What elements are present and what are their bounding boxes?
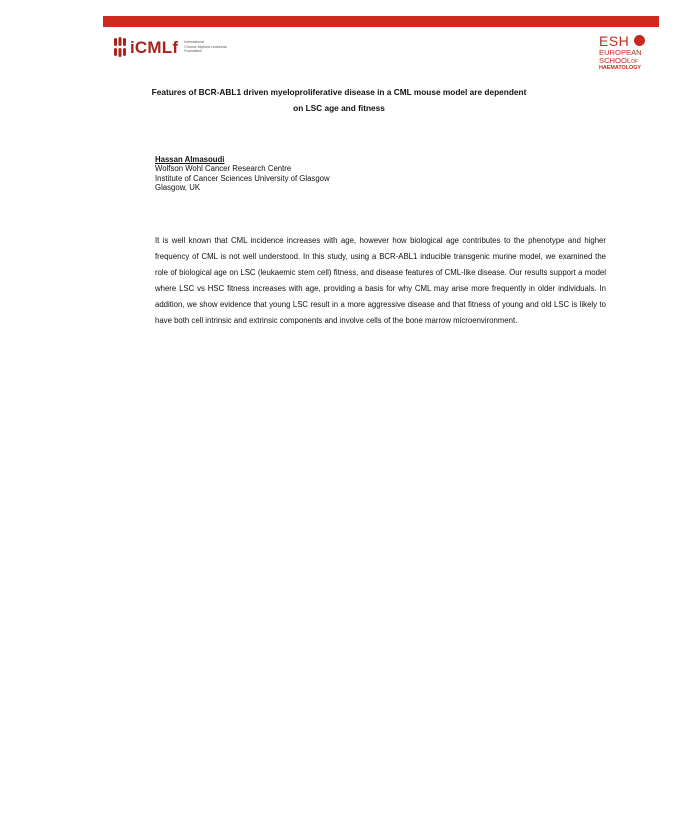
author-affiliation-line: Institute of Cancer Sciences University of Glasgow <box>155 173 330 183</box>
chromosome-icon <box>113 36 127 58</box>
icml-logo-wordmark: iCMLf <box>130 37 179 57</box>
author-block <box>155 155 330 192</box>
esh-logo-european: EUROPEAN <box>599 48 642 57</box>
author-affiliation-line: Wolfson Wohl Cancer Research Centre <box>155 164 292 174</box>
abstract-text: It is well known that CML incidence increases with age, however how biological age contributes to the phenotype and higher frequency of CML is not well understood. In this study, using a BCR-ABL1 inducible transgenic murine model, we examined the role of biological age on LSC (leukaemic stem cell) fitness, and disease features of CML-like disease. Our results support a model where LSC vs HSC fitness increases with age, providing a basis for why CML may arise more frequently in older individuals. In addition, we show evidence that young LSC result in a more aggressive disease and that fitness of young and old LSC is likely to have both cell intrinsic and extrinsic components and involve cells of the bone marrow microenvironment. <box>155 236 606 325</box>
esh-logo <box>599 34 659 74</box>
author-affiliation-line: Glasgow, UK <box>155 182 201 192</box>
esh-logo-haematology: HAEMATOLOGY <box>599 65 642 71</box>
icml-logo <box>113 36 227 58</box>
esh-logo-school: SCHOOLOF <box>599 56 639 65</box>
esh-logo-acronym: ESH <box>599 33 630 49</box>
icml-logo-subtitle: International Chronic Myeloid Leukemia Foundation <box>184 40 227 54</box>
esh-logo-dot <box>634 35 645 46</box>
author-name: Hassan Almasoudi <box>155 155 225 164</box>
header-red-bar <box>103 16 659 27</box>
document-title: Features of BCR-ABL1 driven myeloproliferative disease in a CML mouse model are dependent on LSC age and fitness <box>151 87 527 113</box>
